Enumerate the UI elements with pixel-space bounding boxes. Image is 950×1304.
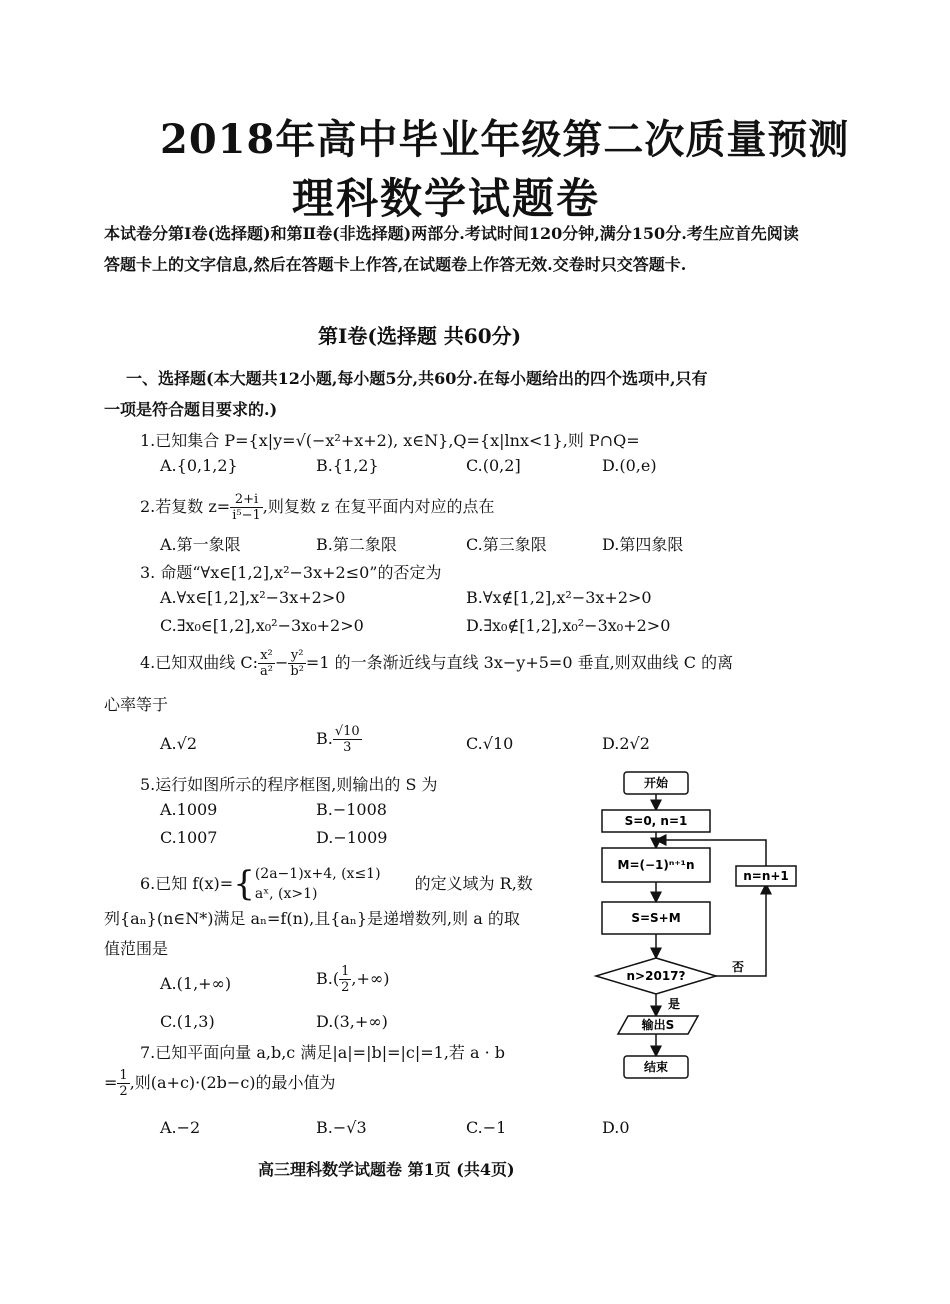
question-6-option-d: D.(3,+∞): [316, 1012, 388, 1031]
flow-output-label: 输出S: [641, 1018, 675, 1032]
question-2-option-b: B.第二象限: [316, 535, 397, 554]
flow-assign-s-label: S=S+M: [631, 911, 681, 925]
question-2-option-a: A.第一象限: [160, 535, 241, 554]
question-3-option-c: C.∃x₀∈[1,2],x₀²−3x₀+2>0: [160, 616, 364, 635]
question-6-option-c: C.(1,3): [160, 1012, 215, 1031]
flow-no-label: 否: [731, 960, 745, 974]
question-7-stem-line2: = $\frac{1}{2}$ ,则(a+c)·(2b−c)的最小值为: [104, 1068, 336, 1099]
question-2-stem: 2.若复数 z= $\frac{2+i}{\text{i⁵−1}}$ ,则复数 z 在复平面内对应的点在: [140, 492, 495, 523]
question-1-option-a: A.{0,1,2}: [160, 456, 238, 475]
question-4-option-b: B. $\frac{√10}{3}$: [316, 724, 360, 755]
question-1-option-b: B.{1,2}: [316, 456, 379, 475]
section-title: 第Ⅰ卷(选择题 共60分): [318, 324, 522, 348]
flow-decision-label: n>2017?: [626, 969, 686, 983]
question-1-option-c: C.(0,2]: [466, 456, 521, 475]
question-2-fraction: $\frac{2+i}{\text{i⁵−1}}$: [232, 492, 261, 523]
question-7-option-a: A.−2: [160, 1118, 201, 1137]
flow-yes-label: 是: [668, 997, 681, 1011]
question-7-option-b: B.−√3: [316, 1118, 367, 1137]
question-7-option-c: C.−1: [466, 1118, 507, 1137]
question-6-option-a: A.(1,+∞): [160, 974, 232, 993]
question-2-option-d: D.第四象限: [602, 535, 684, 554]
question-4-option-c: C.√10: [466, 734, 514, 753]
question-3-option-b: B.∀x∉[1,2],x²−3x+2>0: [466, 588, 652, 607]
flow-start-label: 开始: [643, 776, 669, 790]
question-2-option-c: C.第三象限: [466, 535, 547, 554]
question-7-stem: 7.已知平面向量 a,b,c 满足|a|=|b|=|c|=1,若 a · b: [140, 1043, 506, 1062]
question-6-stem-line2: 列{aₙ}(n∈N*)满足 aₙ=f(n),且{aₙ}是递增数列,则 a 的取: [104, 909, 520, 928]
question-6-stem-line3: 值范围是: [104, 939, 169, 958]
flow-increment-label: n=n+1: [743, 869, 789, 883]
question-5-option-d: D.−1009: [316, 828, 388, 847]
question-5-option-a: A.1009: [160, 800, 218, 819]
exam-title: 2018年高中毕业年级第二次质量预测: [160, 116, 850, 163]
question-3-option-a: A.∀x∈[1,2],x²−3x+2>0: [160, 588, 346, 607]
question-4-stem: 4.已知双曲线 C: $\frac{\text{x²}}{\text{a²}}$ − $\frac{\text{y²}}{\text{b²}}$ =1 的一条渐近线与直线 3x−y+5=0 垂直,则双曲线 C 的离: [140, 648, 734, 679]
question-4-option-a: A.√2: [160, 734, 198, 753]
question-4-option-d: D.2√2: [602, 734, 650, 753]
question-3-stem: 3. 命题“∀x∈[1,2],x²−3x+2≤0”的否定为: [140, 563, 442, 582]
section-instructions-line2: 一项是符合题目要求的.): [104, 400, 278, 419]
program-flowchart: [590, 768, 800, 1088]
question-4-stem-line2: 心率等于: [104, 695, 169, 714]
section-instructions-line1: 一、选择题(本大题共12小题,每小题5分,共60分.在每小题给出的四个选项中,只有: [126, 369, 708, 388]
question-1-stem: 1.已知集合 P={x|y=√(−x²+x+2), x∈N},Q={x|lnx<1},则 P∩Q=: [140, 431, 640, 450]
question-5-option-b: B.−1008: [316, 800, 387, 819]
question-6-stem: 6.已知 f(x)={ (2a−1)x+4, (x≤1) aˣ, (x>1) 的定义域为 R,数: [140, 864, 533, 904]
flow-end-label: 结束: [643, 1060, 669, 1074]
flow-init-label: S=0, n=1: [624, 814, 688, 828]
page-footer: 高三理科数学试题卷 第1页 (共4页): [258, 1160, 515, 1179]
flow-assign-m-label: M=(−1)ⁿ⁺¹n: [617, 858, 695, 872]
question-7-option-d: D.0: [602, 1118, 630, 1137]
exam-subtitle: 理科数学试题卷: [292, 174, 601, 223]
question-6-option-b: B.( $\frac{1}{2}$ ,+∞): [316, 964, 390, 995]
question-1-option-d: D.(0,e): [602, 456, 657, 475]
question-5-option-c: C.1007: [160, 828, 218, 847]
question-5-stem: 5.运行如图所示的程序框图,则输出的 S 为: [140, 775, 438, 794]
exam-intro: 本试卷分第Ⅰ卷(选择题)和第Ⅱ卷(非选择题)两部分.考试时间120分钟,满分150分.考生应首先阅读答题卡上的文字信息,然后在答题卡上作答,在试题卷上作答无效.交卷时只交答题卡.: [104, 224, 799, 274]
question-3-option-d: D.∃x₀∉[1,2],x₀²−3x₀+2>0: [466, 616, 671, 635]
